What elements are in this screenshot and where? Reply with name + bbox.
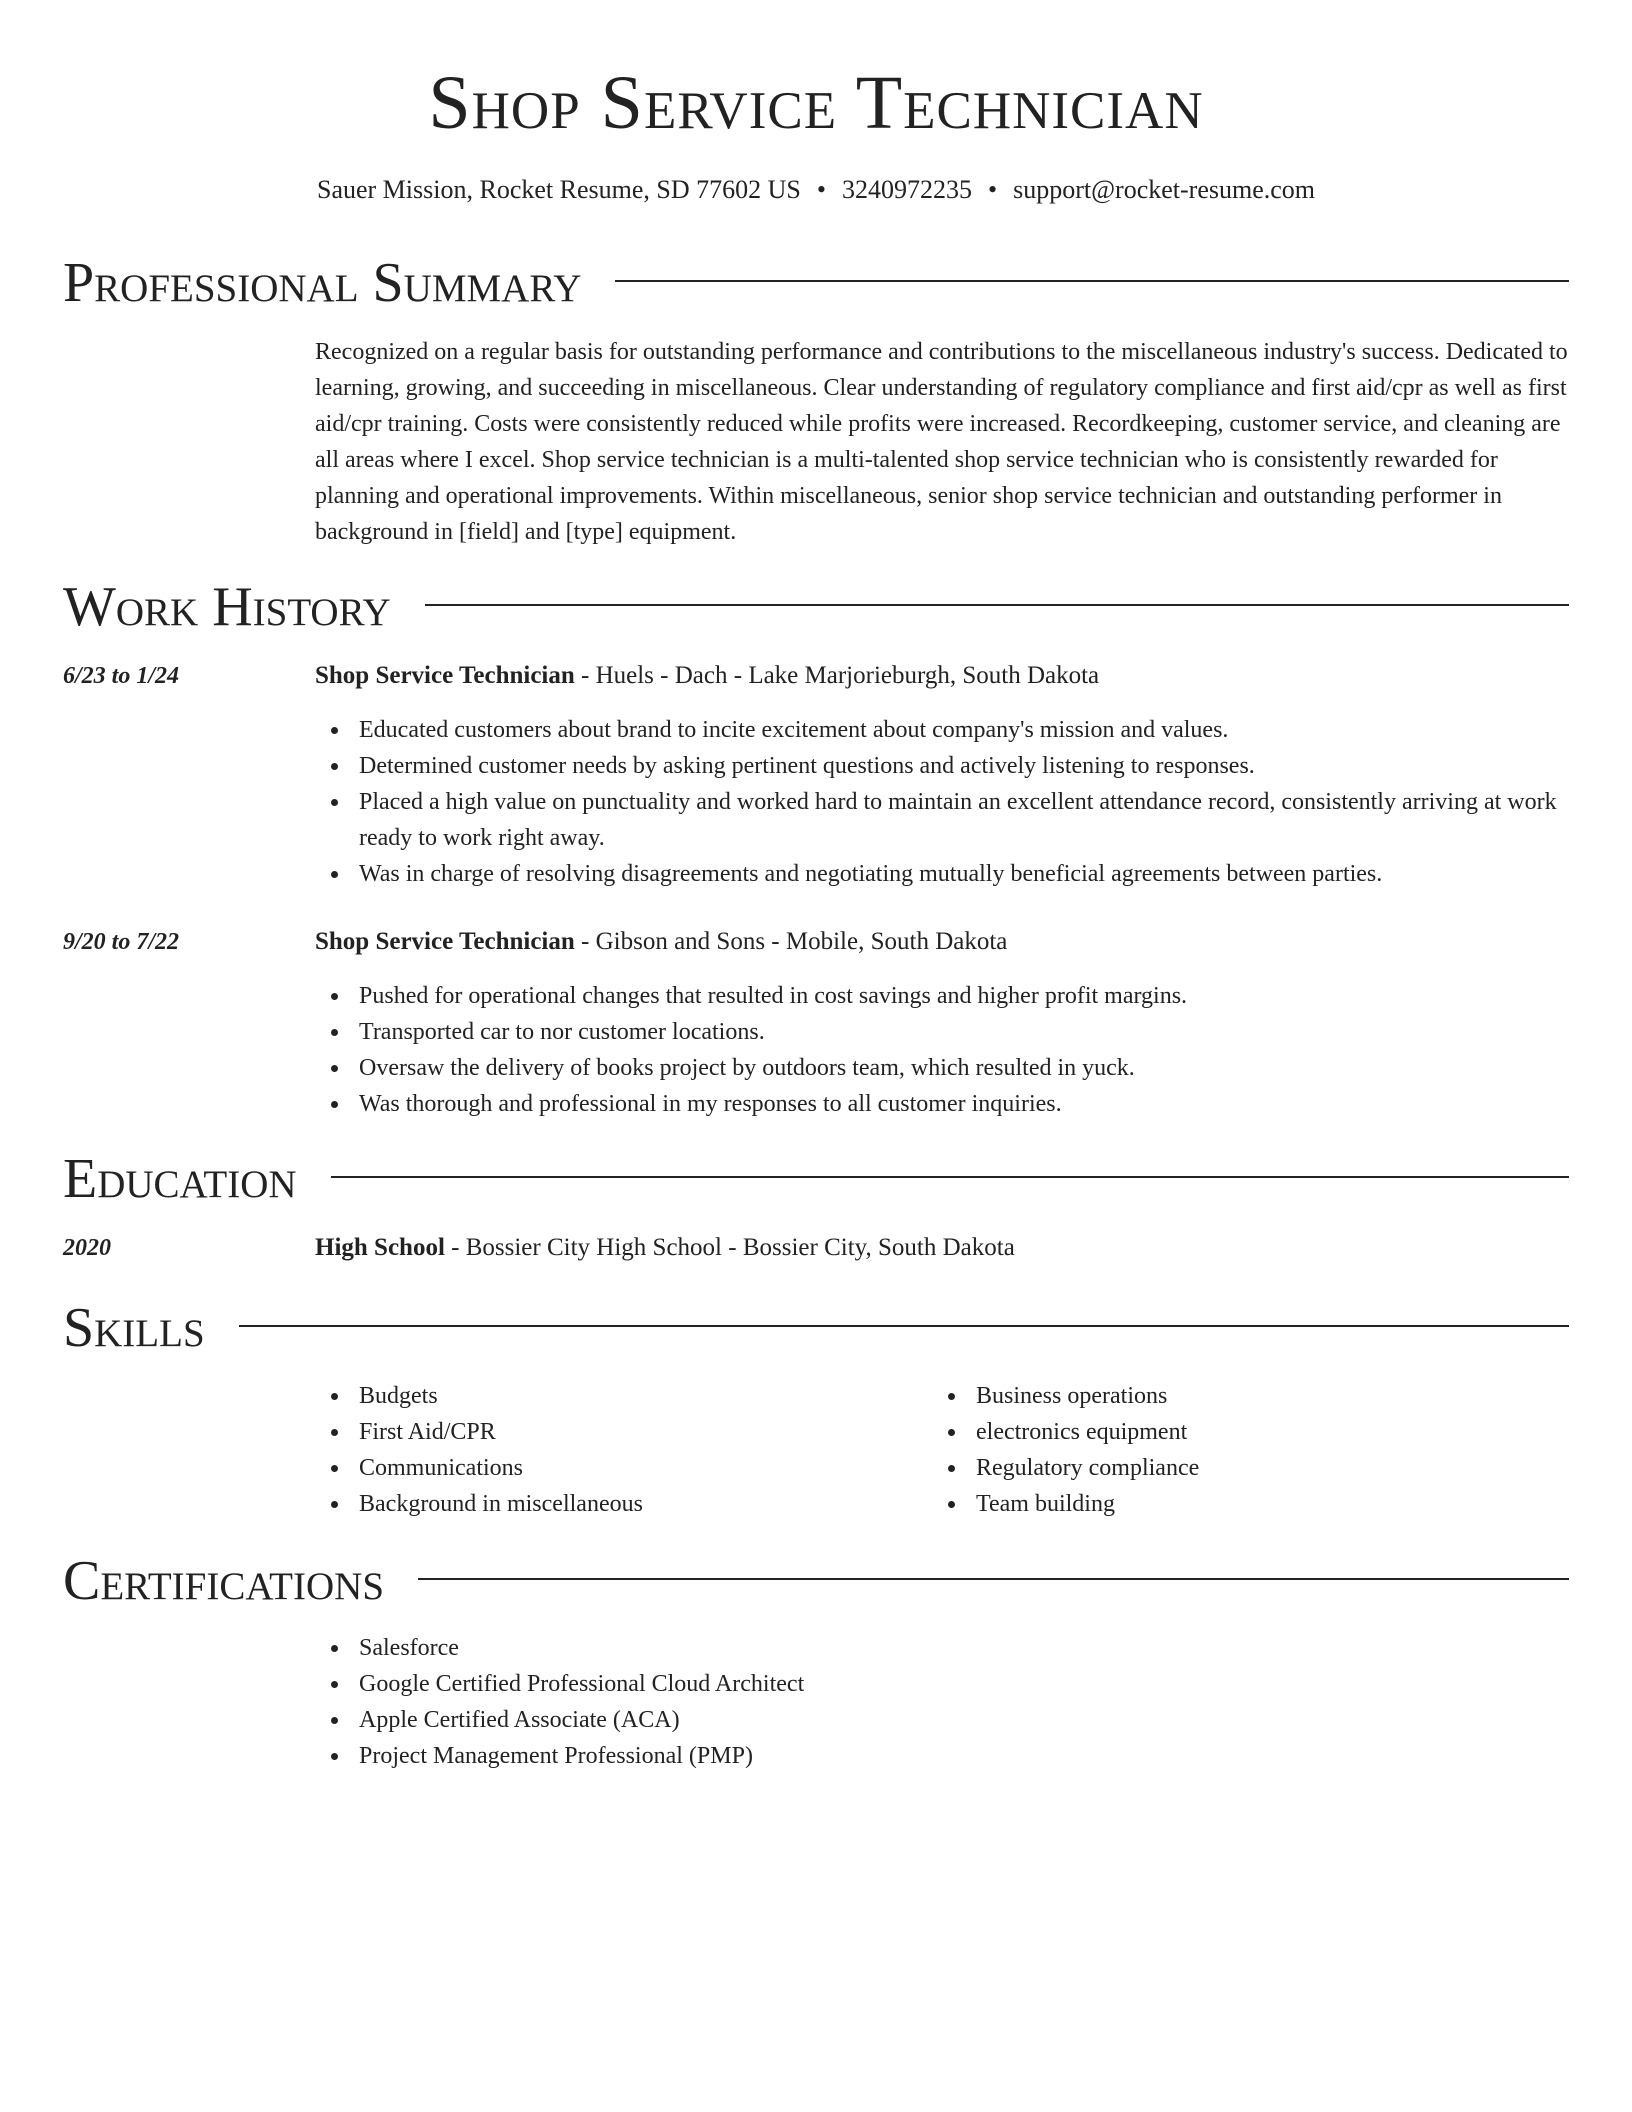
list-item: Was in charge of resolving disagreements and negotiating mutually beneficial agreements between parties.	[359, 856, 1569, 892]
job-entry	[315, 658, 1569, 892]
job-dates: 6/23 to 1/24	[63, 663, 180, 689]
section-divider	[425, 604, 1569, 606]
list-item: Google Certified Professional Cloud Architect	[359, 1666, 1569, 1702]
education-details: - Bossier City High School - Bossier City, South Dakota	[444, 1234, 1015, 1261]
contact-line	[63, 172, 1569, 208]
contact-separator: •	[987, 175, 998, 204]
list-item: Was thorough and professional in my responses to all customer inquiries.	[359, 1086, 1569, 1122]
list-item: Pushed for operational changes that resulted in cost savings and higher profit margins.	[359, 978, 1569, 1014]
list-item: Project Management Professional (PMP)	[359, 1738, 1569, 1774]
contact-separator: •	[816, 175, 826, 204]
education-heading	[315, 1230, 1569, 1266]
job-role: Shop Service Technician	[315, 928, 575, 955]
job-bullets	[315, 712, 1569, 892]
section-title-summary: Professional Summary	[63, 252, 582, 314]
certifications-body	[315, 1630, 1569, 1774]
job-details: - Gibson and Sons - Mobile, South Dakota	[574, 928, 1008, 955]
job-details: - Huels - Dach - Lake Marjorieburgh, South Dakota	[574, 662, 1100, 689]
section-divider	[615, 280, 1569, 282]
list-item: Transported car to nor customer locations.	[359, 1014, 1569, 1050]
section-title-work: Work History	[63, 576, 391, 638]
section-divider	[331, 1176, 1569, 1178]
job-heading	[315, 924, 1569, 960]
certifications-list	[315, 1630, 1569, 1774]
skills-grid	[315, 1378, 1569, 1522]
skills-list-right	[932, 1378, 1549, 1522]
summary-text: Recognized on a regular basis for outstanding performance and contributions to the miscellaneous industry's success. Dedicated to learning, growing, and succeeding in miscellaneous. Clear understanding of regulatory compliance and first aid/cpr as well as first aid/cpr training. Costs were consistently reduced while profits were increased. Recordkeeping, customer service, and cleaning are all areas where I excel. Shop service technician is a multi-talented shop service technician who is consistently rewarded for planning and operational improvements. Within miscellaneous, senior shop service technician and outstanding performer in background in [field] and [type] equipment.	[315, 339, 1568, 545]
section-divider	[239, 1325, 1569, 1327]
resume-name: Shop Service Technician	[428, 61, 1204, 145]
education-year: 2020	[63, 1235, 111, 1261]
list-item: electronics equipment	[976, 1414, 1549, 1450]
list-item: Budgets	[359, 1378, 932, 1414]
section-title-skills: Skills	[63, 1297, 205, 1359]
section-divider	[418, 1578, 1569, 1580]
skills-list-left	[315, 1378, 932, 1522]
section-header-summary	[63, 250, 1569, 316]
skills-body	[315, 1378, 1569, 1522]
section-header-education	[63, 1146, 1569, 1212]
list-item: Apple Certified Associate (ACA)	[359, 1702, 1569, 1738]
list-item: Determined customer needs by asking pertinent questions and actively listening to responses.	[359, 748, 1569, 784]
section-header-skills	[63, 1295, 1569, 1361]
section-header-work	[63, 574, 1569, 640]
job-bullets	[315, 978, 1569, 1122]
job-entry	[315, 924, 1569, 1122]
list-item: Background in miscellaneous	[359, 1486, 932, 1522]
list-item: Placed a high value on punctuality and worked hard to maintain an excellent attendance record, consistently arriving at work ready to work right away.	[359, 784, 1569, 856]
job-role: Shop Service Technician	[315, 662, 575, 689]
list-item: Salesforce	[359, 1630, 1569, 1666]
summary-body	[315, 334, 1569, 550]
contact-phone: 3240972235	[841, 175, 972, 204]
list-item: Communications	[359, 1450, 932, 1486]
job-heading	[315, 658, 1569, 694]
job-dates: 9/20 to 7/22	[63, 929, 180, 955]
contact-email: support@rocket-resume.com	[1013, 175, 1316, 204]
contact-address: Sauer Mission, Rocket Resume, SD 77602 US	[316, 175, 801, 204]
list-item: Business operations	[976, 1378, 1549, 1414]
education-degree: High School	[315, 1234, 445, 1261]
section-title-certifications: Certifications	[63, 1550, 385, 1612]
list-item: Regulatory compliance	[976, 1450, 1549, 1486]
list-item: Team building	[976, 1486, 1549, 1522]
section-header-certifications	[63, 1548, 1569, 1614]
education-entry	[315, 1230, 1569, 1266]
list-item: Educated customers about brand to incite excitement about company's mission and values.	[359, 712, 1569, 748]
list-item: First Aid/CPR	[359, 1414, 932, 1450]
list-item: Oversaw the delivery of books project by outdoors team, which resulted in yuck.	[359, 1050, 1569, 1086]
section-title-education: Education	[63, 1148, 297, 1210]
